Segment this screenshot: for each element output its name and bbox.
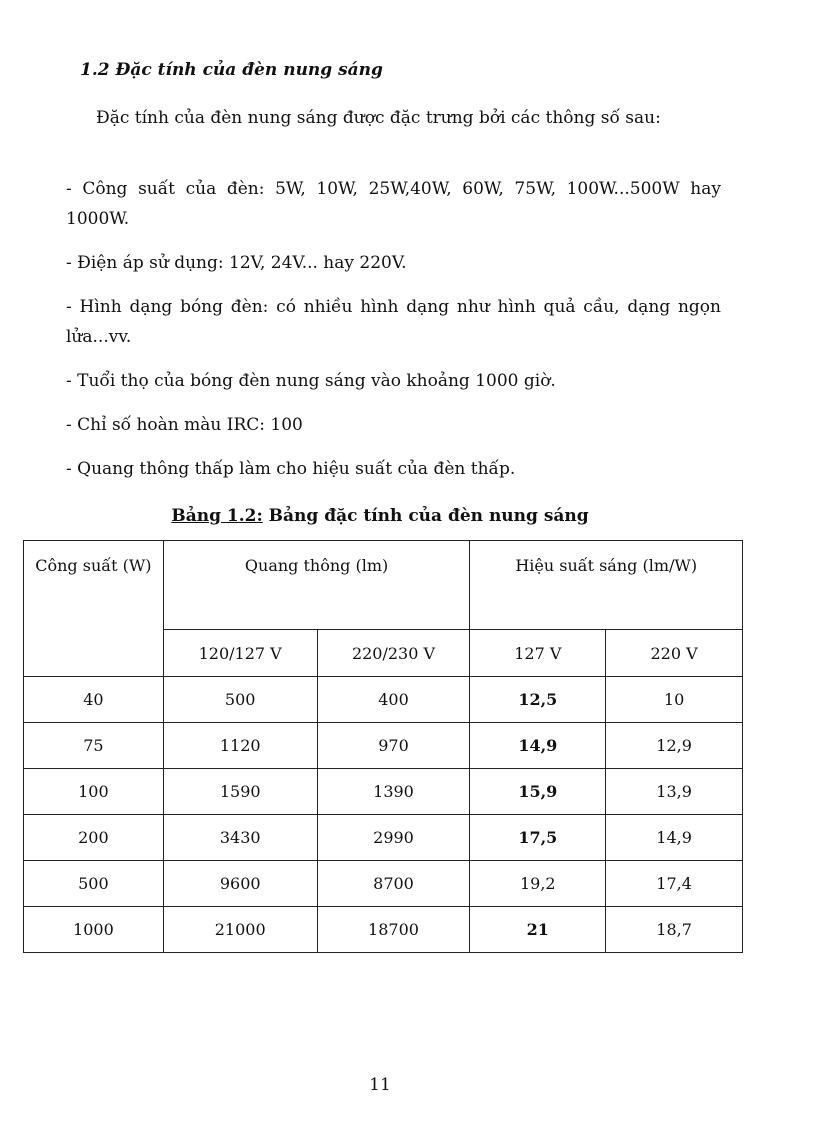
section-title: 1.2 Đặc tính của đèn nung sáng: [80, 60, 383, 80]
cell-eff-220: 14,9: [606, 815, 743, 861]
cell-eff-127: 14,9: [470, 723, 606, 769]
header-flux-120: 120/127 V: [163, 630, 317, 677]
header-flux-220: 220/230 V: [317, 630, 470, 677]
cell-flux-120: 500: [163, 677, 317, 723]
cell-flux-120: 9600: [163, 861, 317, 907]
cell-flux-120: 3430: [163, 815, 317, 861]
cell-power: 1000: [24, 907, 164, 953]
cell-flux-220: 18700: [317, 907, 470, 953]
cell-power: 200: [24, 815, 164, 861]
bullet-item: - Hình dạng bóng đèn: có nhiều hình dạng như hình quả cầu, dạng ngọn lửa...vv.: [66, 297, 721, 347]
cell-eff-220: 13,9: [606, 769, 743, 815]
cell-flux-220: 1390: [317, 769, 470, 815]
table-row: [24, 769, 743, 815]
cell-flux-220: 2990: [317, 815, 470, 861]
cell-eff-220: 17,4: [606, 861, 743, 907]
cell-eff-127: 15,9: [470, 769, 606, 815]
cell-flux-220: 8700: [317, 861, 470, 907]
header-flux: Quang thông (lm): [163, 541, 470, 630]
cell-flux-120: 1120: [163, 723, 317, 769]
cell-eff-127: 17,5: [470, 815, 606, 861]
table-row: [24, 815, 743, 861]
table-caption-text: Bảng đặc tính của đèn nung sáng: [262, 506, 589, 526]
table-row: [24, 861, 743, 907]
table-caption: [0, 506, 760, 526]
header-efficacy: Hiệu suất sáng (lm/W): [470, 541, 743, 630]
table-row: [24, 723, 743, 769]
bullet-item: - Công suất của đèn: 5W, 10W, 25W,40W, 60W, 75W, 100W...500W hay 1000W.: [66, 179, 721, 229]
cell-eff-220: 10: [606, 677, 743, 723]
table-caption-label: Bảng 1.2:: [171, 506, 263, 526]
table-row: [24, 907, 743, 953]
bullet-item: - Điện áp sử dụng: 12V, 24V... hay 220V.: [66, 253, 407, 273]
cell-flux-220: 400: [317, 677, 470, 723]
cell-power: 75: [24, 723, 164, 769]
bullet-item: - Chỉ số hoàn màu IRC: 100: [66, 415, 303, 435]
cell-flux-120: 1590: [163, 769, 317, 815]
page-number: 11: [369, 1075, 391, 1095]
table-row: [24, 677, 743, 723]
cell-eff-220: 12,9: [606, 723, 743, 769]
header-eff-127: 127 V: [470, 630, 606, 677]
header-power: Công suất (W): [24, 541, 164, 677]
bullet-item: - Tuổi thọ của bóng đèn nung sáng vào khoảng 1000 giờ.: [66, 371, 556, 391]
table-header-row: [24, 541, 743, 630]
cell-power: 100: [24, 769, 164, 815]
cell-eff-220: 18,7: [606, 907, 743, 953]
intro-paragraph: Đặc tính của đèn nung sáng được đặc trưng bởi các thông số sau:: [96, 108, 661, 128]
bullet-list: [66, 174, 721, 498]
cell-eff-127: 12,5: [470, 677, 606, 723]
header-eff-220: 220 V: [606, 630, 743, 677]
bullet-item: - Quang thông thấp làm cho hiệu suất của đèn thấp.: [66, 459, 516, 479]
characteristics-table: [23, 540, 743, 953]
cell-flux-220: 970: [317, 723, 470, 769]
cell-power: 40: [24, 677, 164, 723]
cell-power: 500: [24, 861, 164, 907]
cell-eff-127: 19,2: [470, 861, 606, 907]
cell-flux-120: 21000: [163, 907, 317, 953]
cell-eff-127: 21: [470, 907, 606, 953]
